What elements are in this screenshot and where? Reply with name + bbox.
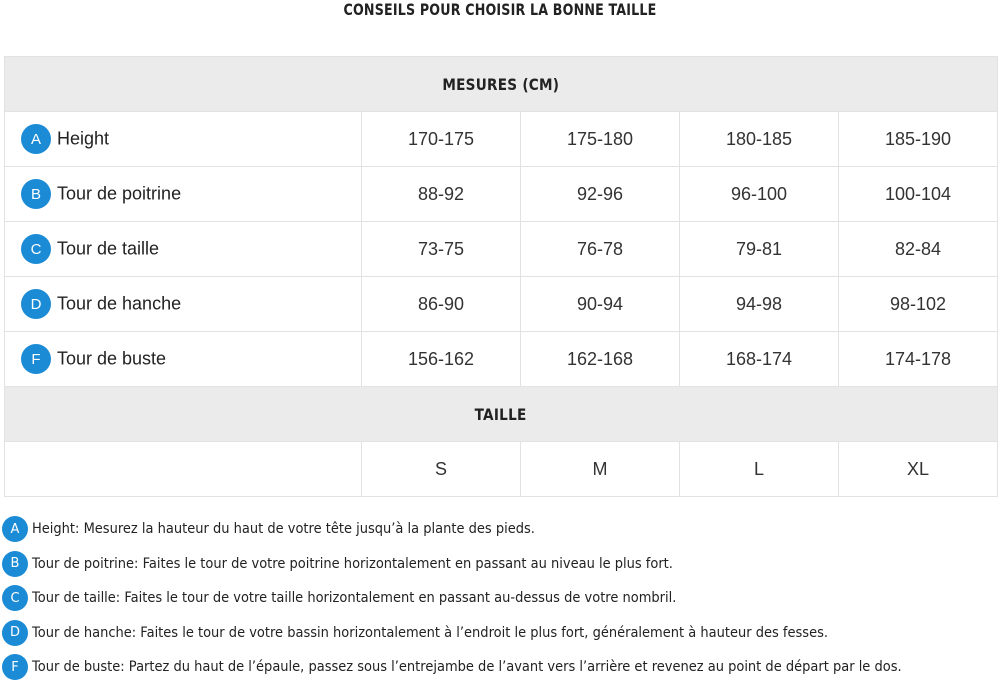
size-chart-table [4,56,998,497]
empty-cell [5,442,362,497]
note-item: B Tour de poitrine: Faites le tour de votre poitrine horizontalement en passant au niveau le plus fort. [2,547,998,582]
measures-header: MESURES (CM) [5,57,998,112]
note-item: A Height: Mesurez la hauteur du haut de votre tête jusqu’à la plante des pieds. [2,512,998,547]
badge-c-icon: C [21,234,51,264]
size-cell: M [521,442,680,497]
page-title: CONSEILS POUR CHOISIR LA BONNE TAILLE [343,0,657,19]
table-cell: 73-75 [362,222,521,277]
table-cell: 174-178 [839,332,998,387]
table-cell: 170-175 [362,112,521,167]
note-item: D Tour de hanche: Faites le tour de votre bassin horizontalement à l’endroit le plus fort, généralement à hauteur des fesses. [2,616,998,651]
measures-header-row [5,57,998,112]
table-cell: 90-94 [521,277,680,332]
size-cell: L [680,442,839,497]
badge-d-icon: D [2,620,28,646]
badge-a-icon: A [2,516,28,542]
row-label: B Tour de poitrine [5,167,362,222]
table-row [5,112,998,167]
table-row [5,167,998,222]
size-header-row [5,387,998,442]
table-cell: 185-190 [839,112,998,167]
badge-b-icon: B [21,179,51,209]
note-item: F Tour de buste: Partez du haut de l’épaule, passez sous l’entrejambe de l’avant vers l’arrière et revenez au point de départ par le dos. [2,650,998,685]
table-cell: 82-84 [839,222,998,277]
table-cell: 96-100 [680,167,839,222]
row-label: D Tour de hanche [5,277,362,332]
row-label: C Tour de taille [5,222,362,277]
table-cell: 86-90 [362,277,521,332]
table-cell: 168-174 [680,332,839,387]
table-cell: 76-78 [521,222,680,277]
badge-d-icon: D [21,289,51,319]
badge-c-icon: C [2,585,28,611]
table-cell: 98-102 [839,277,998,332]
table-cell: 88-92 [362,167,521,222]
measurement-notes [2,512,998,685]
table-cell: 92-96 [521,167,680,222]
badge-f-icon: F [21,344,51,374]
table-cell: 94-98 [680,277,839,332]
table-row [5,332,998,387]
size-header: TAILLE [5,387,998,442]
size-row [5,442,998,497]
table-row [5,277,998,332]
row-label: F Tour de buste [5,332,362,387]
table-cell: 180-185 [680,112,839,167]
table-cell: 156-162 [362,332,521,387]
table-cell: 175-180 [521,112,680,167]
size-cell: XL [839,442,998,497]
table-cell: 162-168 [521,332,680,387]
row-label: A Height [5,112,362,167]
badge-f-icon: F [2,654,28,680]
table-cell: 79-81 [680,222,839,277]
note-item: C Tour de taille: Faites le tour de votre taille horizontalement en passant au-dessus de votre nombril. [2,581,998,616]
badge-a-icon: A [21,124,51,154]
table-cell: 100-104 [839,167,998,222]
badge-b-icon: B [2,551,28,577]
table-row [5,222,998,277]
size-cell: S [362,442,521,497]
